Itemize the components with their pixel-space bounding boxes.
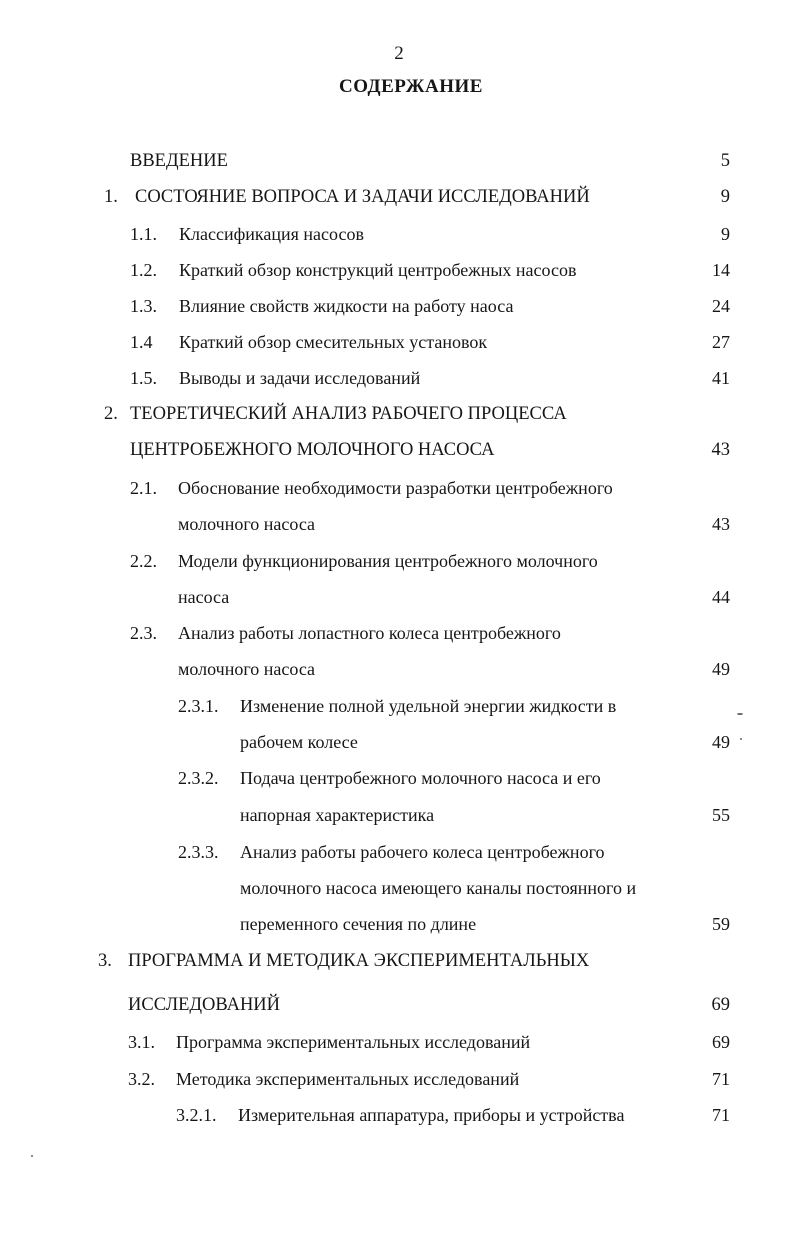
toc-entry-page: 44: [712, 587, 730, 607]
toc-entry-title-line3: переменного сечения по длине: [240, 914, 477, 934]
toc-entry-page: 43: [711, 440, 730, 460]
toc-entry-page: 69: [711, 995, 730, 1015]
toc-entry-number: 2.: [104, 404, 118, 424]
toc-entry: [0, 619, 798, 647]
toc-entry-number: 3.: [98, 951, 112, 971]
toc-entry: [0, 838, 798, 866]
toc-entry-page: 27: [712, 332, 730, 352]
toc-entry-page: 24: [712, 296, 730, 316]
toc-entry-title: Обоснование необходимости разработки центробежного: [178, 478, 613, 498]
toc-entry: [0, 692, 798, 720]
toc-entry-title: Краткий обзор смесительных установок: [179, 332, 488, 352]
toc-entry-number: 1.1.: [130, 224, 157, 244]
toc-entry: [0, 547, 798, 575]
toc-entry-title: Измерительная аппаратура, приборы и устройства: [238, 1105, 625, 1125]
toc-entry-title-line2: молочного насоса: [178, 659, 316, 679]
toc-entry-page: 9: [721, 224, 730, 244]
toc-entry-page: 5: [720, 151, 730, 171]
toc-entry-title-line2: молочного насоса: [178, 514, 316, 534]
toc-entry-number: 1.5.: [130, 368, 157, 388]
toc-entry-continuation: [0, 510, 798, 538]
toc-entry: [0, 474, 798, 502]
toc-entry: [0, 1101, 798, 1129]
toc-entry-page: 69: [712, 1032, 730, 1052]
toc-entry-number: 2.3.: [130, 623, 157, 643]
toc-entry-title: СОСТОЯНИЕ ВОПРОСА И ЗАДАЧИ ИССЛЕДОВАНИЙ: [135, 187, 590, 207]
toc-entry: [0, 183, 798, 211]
toc-entry-number: 1.3.: [130, 296, 157, 316]
toc-entry-continuation: [0, 874, 798, 902]
toc-entry-title: Краткий обзор конструкций центробежных насосов: [179, 260, 577, 280]
toc-entry-title: Анализ работы лопастного колеса центробежного: [178, 623, 561, 643]
toc-entry-continuation: [0, 583, 798, 611]
toc-entry-continuation: [0, 991, 798, 1019]
toc-entry: [0, 1028, 798, 1056]
toc-entry-title-line2: молочного насоса имеющего каналы постоянного и: [240, 878, 637, 898]
toc-entry-number: 1.2.: [130, 260, 157, 280]
toc-entry-page: 49: [712, 732, 730, 752]
toc-entry: [0, 764, 798, 792]
toc-entry: [0, 364, 798, 392]
toc-entry-page: 43: [712, 514, 730, 534]
page-title: СОДЕРЖАНИЕ: [339, 76, 483, 97]
toc-entry: [0, 256, 798, 284]
toc-entry-continuation: [0, 728, 798, 756]
toc-entry-title: Программа экспериментальных исследований: [176, 1032, 531, 1052]
toc-entry-page: 14: [712, 260, 730, 280]
toc-entry-number: 1.4: [130, 332, 153, 352]
toc-entry-title-line2: ИССЛЕДОВАНИЙ: [128, 995, 281, 1015]
toc-entry-number: 2.3.2.: [178, 768, 219, 788]
toc-entry-number: 1.: [104, 187, 118, 207]
toc-entry-number: 3.2.: [128, 1069, 155, 1089]
toc-entry-page: 9: [720, 187, 730, 207]
toc-entry-title: Классификация насосов: [179, 224, 364, 244]
toc-entry: [0, 400, 798, 428]
toc-entry: [0, 1065, 798, 1093]
toc-entry-title: Анализ работы рабочего колеса центробежного: [240, 842, 605, 862]
toc-entry-title: Модели функционирования центробежного молочного: [178, 551, 598, 571]
toc-entry-number: 2.3.3.: [178, 842, 219, 862]
toc-entry-continuation: [0, 655, 798, 683]
toc-entry-page: 71: [712, 1069, 730, 1089]
toc-entry-title: Влияние свойств жидкости на работу наоса: [179, 296, 514, 316]
toc-entry: [0, 328, 798, 356]
toc-entry-page: 49: [712, 659, 730, 679]
toc-entry: [0, 220, 798, 248]
toc-entry-title: ТЕОРЕТИЧЕСКИЙ АНАЛИЗ РАБОЧЕГО ПРОЦЕССА: [130, 404, 567, 424]
toc-entry-page: 59: [712, 914, 730, 934]
toc-entry-number: 3.1.: [128, 1032, 155, 1052]
toc-entry-number: 2.1.: [130, 478, 157, 498]
toc-entry-continuation: [0, 910, 798, 938]
toc-entry-title-line2: напорная характеристика: [240, 805, 435, 825]
page-number: 2: [394, 43, 404, 64]
toc-entry-title: Выводы и задачи исследований: [179, 368, 421, 388]
scan-speck: [737, 713, 743, 715]
toc-entry-page: 55: [712, 805, 730, 825]
toc-entry-number: 2.2.: [130, 551, 157, 571]
toc-entry-title-line2: насоса: [178, 587, 230, 607]
toc-entry-title: Изменение полной удельной энергии жидкости в: [240, 696, 617, 716]
toc-entry-continuation: [0, 436, 798, 464]
toc-entry-title: ПРОГРАММА И МЕТОДИКА ЭКСПЕРИМЕНТАЛЬНЫХ: [128, 951, 590, 971]
toc-entry-title-line2: рабочем колесе: [240, 732, 358, 752]
toc-entry-page: 71: [712, 1105, 730, 1125]
toc-entry-title: Методика экспериментальных исследований: [176, 1069, 520, 1089]
toc-entry-title-line2: ЦЕНТРОБЕЖНОГО МОЛОЧНОГО НАСОСА: [130, 440, 495, 460]
toc-entry-number: 2.3.1.: [178, 696, 219, 716]
scan-speck: [740, 738, 742, 740]
toc-entry: [0, 147, 798, 175]
toc-entry-page: 41: [712, 368, 730, 388]
toc-entry-continuation: [0, 801, 798, 829]
toc-entry-title: Подача центробежного молочного насоса и его: [240, 768, 601, 788]
toc-entry: [0, 292, 798, 320]
toc-entry-title: ВВЕДЕНИЕ: [130, 151, 228, 171]
scan-speck: [31, 1155, 33, 1157]
toc-entry-number: 3.2.1.: [176, 1105, 217, 1125]
toc-entry: [0, 947, 798, 975]
